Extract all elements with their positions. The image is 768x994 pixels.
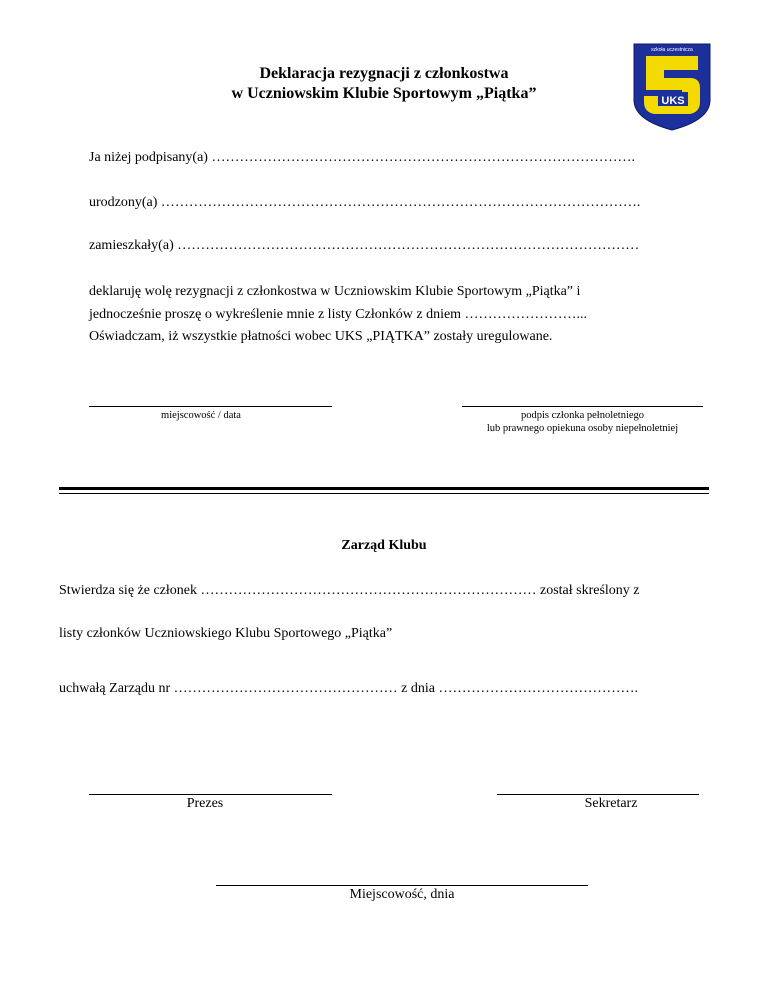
document-title-line1: Deklaracja rezygnacji z członkostwa [259,65,509,82]
resolution-field[interactable]: uchwałą Zarządu nr ………………………………………… z dnia ……………………………………. [59,681,638,696]
secretary-caption: Sekretarz [584,796,638,811]
board-place-date-line[interactable] [216,885,588,886]
president-signature-line[interactable] [89,794,332,795]
logo-abbr: UKS [661,95,685,107]
secretary-signature-line[interactable] [497,794,699,795]
member-signature-line[interactable] [462,406,703,407]
document-title-line2: w Uczniowskim Klubie Sportowym „Piątka” [231,85,537,102]
declaration-line-3: Oświadczam, iż wszystkie płatności wobec UKS „PIĄTKA” zostały uregulowane. [89,329,553,344]
logo-top-text: szkoła uczestnicza [651,47,693,53]
board-statement-line-1[interactable]: Stwierdza się że członek ……………………………………………………………… został skreślony z [59,583,640,598]
section-separator-thin [59,493,709,494]
place-date-signature-line[interactable] [89,406,332,407]
declaration-line-1: deklaruję wolę rezygnacji z członkostwa w Uczniowskim Klubie Sportowym „Piątka” i [89,284,581,299]
section-separator-thick [59,487,709,490]
board-place-date-caption: Miejscowość, dnia [349,887,455,902]
signed-name-field[interactable]: Ja niżej podpisany(a) ………………………………………………………………………………. [89,150,635,165]
member-signature-caption-1: podpis członka pełnoletniego [520,410,645,421]
board-statement-line-2: listy członków Uczniowskiego Klubu Sportowego „Piątka” [59,626,393,641]
board-heading: Zarząd Klubu [341,538,427,553]
residence-field[interactable]: zamieszkały(a) ……………………………………………………………………………………… [89,238,640,253]
member-signature-caption-2: lub prawnego opiekuna osoby niepełnoletniej [486,423,679,434]
birth-field[interactable]: urodzony(a) …………………………………………………………………………………………. [89,195,641,210]
place-date-caption: miejscowość / data [161,410,241,421]
declaration-line-2[interactable]: jednocześnie proszę o wykreślenie mnie z listy Członków z dniem ……………………... [89,307,588,322]
president-caption: Prezes [186,796,224,811]
